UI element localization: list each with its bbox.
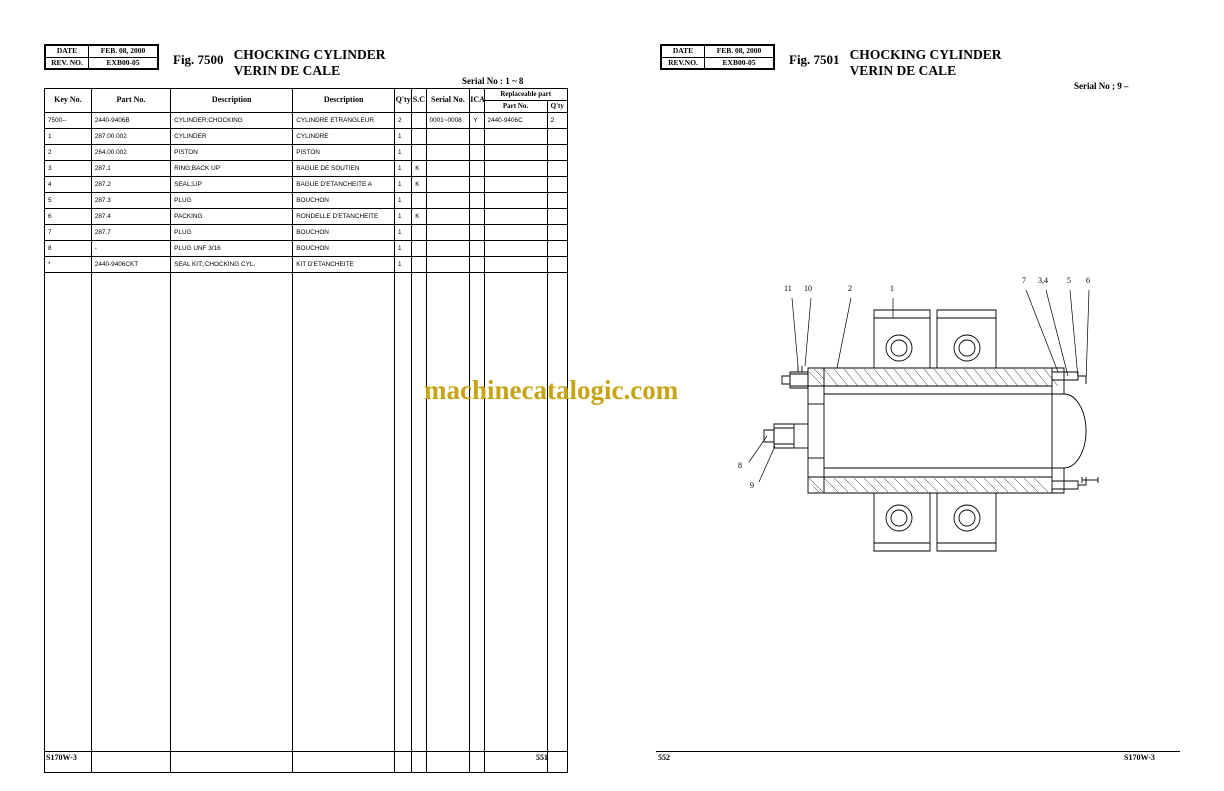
cell-key: 3	[45, 161, 92, 177]
cell-part: 287.4	[91, 209, 170, 225]
cell-qty: 1	[395, 225, 412, 241]
footer-rule	[656, 751, 1180, 752]
cell-desc-en	[171, 273, 293, 773]
cell-rqty	[547, 225, 567, 241]
cell-rqty	[547, 273, 567, 773]
cell-qty: 1	[395, 209, 412, 225]
cell-serial	[426, 257, 470, 273]
cell-part	[91, 273, 170, 773]
callout-2: 2	[848, 284, 852, 293]
parts-table	[44, 88, 568, 773]
cell-serial	[426, 193, 470, 209]
figure-title	[234, 44, 386, 78]
cell-part: 2440-9406B	[91, 113, 170, 129]
table-row[interactable]	[45, 145, 568, 161]
col-description-fr: Description	[293, 89, 395, 113]
cell-key: 7500--	[45, 113, 92, 129]
cell-key	[45, 273, 92, 773]
cell-sc	[412, 193, 426, 209]
cell-desc-en: PLUG	[171, 225, 293, 241]
cell-key: 4	[45, 177, 92, 193]
cell-qty: 1	[395, 241, 412, 257]
cell-ica	[470, 225, 484, 241]
cell-key: *	[45, 257, 92, 273]
chocking-cylinder-drawing	[612, 0, 1224, 791]
cell-ica	[470, 257, 484, 273]
col-replaceable-part-group: Replaceable part	[484, 89, 567, 101]
cell-rpart	[484, 225, 547, 241]
cell-desc-fr: KIT D'ETANCHEITE	[293, 257, 395, 273]
cell-desc-fr: BAGUE DE SOUTIEN	[293, 161, 395, 177]
cell-rqty	[547, 161, 567, 177]
date-label: DATE	[46, 46, 89, 58]
right-page-header	[660, 44, 1001, 78]
cell-key: 5	[45, 193, 92, 209]
table-row[interactable]	[45, 241, 568, 257]
cell-desc-en: PLUG	[171, 193, 293, 209]
cell-serial	[426, 129, 470, 145]
footer-page-number: 551	[536, 753, 548, 762]
table-row-filler	[45, 273, 568, 773]
date-rev-box	[660, 44, 775, 70]
cell-rqty	[547, 177, 567, 193]
rev-value: EXB00-05	[89, 57, 158, 69]
cell-serial	[426, 161, 470, 177]
cell-key: 8	[45, 241, 92, 257]
date-value: FEB. 08, 2000	[705, 46, 774, 58]
cell-rpart	[484, 273, 547, 773]
cell-key: 7	[45, 225, 92, 241]
figure-title	[850, 44, 1002, 78]
callout-10: 10	[804, 284, 812, 293]
col-description-en: Description	[171, 89, 293, 113]
cell-rpart	[484, 193, 547, 209]
cell-rqty	[547, 129, 567, 145]
serial-range: Serial No ; 9 –	[1074, 81, 1129, 91]
watermark: machinecatalogic.com	[424, 375, 679, 405]
cell-desc-en: CYLINDER;CHOCKING	[171, 113, 293, 129]
cell-desc-fr: BAGUE D'ETANCHEITE A	[293, 177, 395, 193]
cell-desc-en: PACKING	[171, 209, 293, 225]
cell-rpart	[484, 145, 547, 161]
rev-value: EXB00-05	[705, 57, 774, 69]
cell-sc	[412, 129, 426, 145]
callout-7: 7	[1022, 276, 1026, 285]
cell-part: 287.7	[91, 225, 170, 241]
cell-sc	[412, 241, 426, 257]
col-sc: S.C	[412, 89, 426, 113]
table-row[interactable]	[45, 113, 568, 129]
cell-ica	[470, 145, 484, 161]
cell-desc-fr: BOUCHON	[293, 193, 395, 209]
cell-ica	[470, 193, 484, 209]
cell-serial: 0001~0008	[426, 113, 470, 129]
cell-part: 264.00.002	[91, 145, 170, 161]
footer-model: S170W-3	[46, 753, 77, 762]
date-rev-box	[44, 44, 159, 70]
cell-rpart	[484, 257, 547, 273]
figure-number: Fig. 7501	[789, 52, 840, 67]
cell-desc-en: CYLINDER	[171, 129, 293, 145]
cell-serial	[426, 273, 470, 773]
cell-desc-fr: CYLINDRE ETRANGLEUR	[293, 113, 395, 129]
cell-sc: K	[412, 209, 426, 225]
callout-5: 5	[1067, 276, 1071, 285]
figure-number: Fig. 7500	[173, 52, 224, 67]
rev-label: REV. NO.	[46, 57, 89, 69]
table-row[interactable]	[45, 177, 568, 193]
table-row[interactable]	[45, 257, 568, 273]
cell-part: 287.3	[91, 193, 170, 209]
rev-label: REV.NO.	[662, 57, 705, 69]
cell-qty: 2	[395, 113, 412, 129]
cell-part: 2440-9406CKT	[91, 257, 170, 273]
cell-rpart	[484, 177, 547, 193]
date-label: DATE	[662, 46, 705, 58]
figure-title-fr: VERIN DE CALE	[849, 62, 957, 78]
cell-desc-en: PLUG UNF 3/16	[171, 241, 293, 257]
cell-desc-fr: CYLINDRE	[293, 129, 395, 145]
col-key-no: Key No.	[45, 89, 92, 113]
footer-page-number: 552	[658, 753, 670, 762]
cell-sc	[412, 257, 426, 273]
footer-model: S170W-3	[1124, 753, 1155, 762]
figure-title-en: CHOCKING CYLINDER	[849, 47, 1002, 62]
cell-rpart	[484, 129, 547, 145]
cell-desc-en: PISTON	[171, 145, 293, 161]
cell-desc-fr	[293, 273, 395, 773]
right-page	[612, 0, 1224, 791]
cell-qty: 1	[395, 177, 412, 193]
cell-ica	[470, 129, 484, 145]
cell-rqty	[547, 257, 567, 273]
date-value: FEB. 08, 2000	[89, 46, 158, 58]
cell-part: -	[91, 241, 170, 257]
callout-1: 1	[890, 284, 894, 293]
col-replaceable-part-no: Part No.	[484, 101, 547, 113]
parts-table-body	[45, 113, 568, 773]
cell-serial	[426, 177, 470, 193]
cell-serial	[426, 225, 470, 241]
cell-key: 1	[45, 129, 92, 145]
cell-rqty	[547, 209, 567, 225]
left-page-header	[44, 44, 385, 78]
cell-rpart	[484, 161, 547, 177]
callout-8: 8	[738, 461, 742, 470]
col-replaceable-qty: Q'ty	[547, 101, 567, 113]
cell-desc-en: SEAL KIT:;CHOCKING CYL.	[171, 257, 293, 273]
figure-title-en: CHOCKING CYLINDER	[233, 47, 386, 62]
serial-range: Serial No : 1 ~ 8	[462, 76, 524, 86]
col-qty: Q'ty	[395, 89, 412, 113]
cell-ica: Y	[470, 113, 484, 129]
table-row[interactable]	[45, 209, 568, 225]
cell-sc	[412, 273, 426, 773]
cell-rpart	[484, 241, 547, 257]
table-row[interactable]	[45, 225, 568, 241]
cell-rpart	[484, 209, 547, 225]
cell-ica	[470, 209, 484, 225]
cell-rpart: 2440-9406C	[484, 113, 547, 129]
cell-qty: 1	[395, 145, 412, 161]
col-part-no: Part No.	[91, 89, 170, 113]
cell-desc-fr: BOUCHON	[293, 241, 395, 257]
cell-sc	[412, 225, 426, 241]
callout-9: 9	[750, 481, 754, 490]
cell-rqty	[547, 145, 567, 161]
footer-rule	[44, 751, 568, 752]
callout-6: 6	[1086, 276, 1090, 285]
cell-ica	[470, 241, 484, 257]
cell-sc: K	[412, 161, 426, 177]
callout-3-4: 3,4	[1038, 276, 1048, 285]
cell-part: 287.2	[91, 177, 170, 193]
table-row[interactable]	[45, 193, 568, 209]
cell-rqty	[547, 193, 567, 209]
col-ica: ICA	[470, 89, 484, 113]
cell-sc: K	[412, 177, 426, 193]
cell-key: 6	[45, 209, 92, 225]
cell-serial	[426, 241, 470, 257]
cell-part: 287.1	[91, 161, 170, 177]
figure-title-fr: VERIN DE CALE	[233, 62, 341, 78]
cell-qty: 1	[395, 161, 412, 177]
cell-rqty	[547, 241, 567, 257]
cell-qty: 1	[395, 193, 412, 209]
cell-desc-fr: BOUCHON	[293, 225, 395, 241]
cell-serial	[426, 145, 470, 161]
cell-desc-en: SEAL;LIP	[171, 177, 293, 193]
cell-qty	[395, 273, 412, 773]
cell-key: 2	[45, 145, 92, 161]
cell-desc-fr: RONDELLE D'ETANCHEITE	[293, 209, 395, 225]
cell-ica	[470, 161, 484, 177]
cell-sc	[412, 113, 426, 129]
cell-qty: 1	[395, 257, 412, 273]
table-row[interactable]	[45, 129, 568, 145]
callout-11: 11	[784, 284, 792, 293]
cell-desc-en: RING;BACK UP	[171, 161, 293, 177]
cell-ica	[470, 177, 484, 193]
col-serial-no: Serial No.	[426, 89, 470, 113]
table-row[interactable]	[45, 161, 568, 177]
cell-qty: 1	[395, 129, 412, 145]
cell-ica	[470, 273, 484, 773]
cell-rqty: 2	[547, 113, 567, 129]
cell-desc-fr: PISTON	[293, 145, 395, 161]
cell-part: 287.00.002	[91, 129, 170, 145]
cell-serial	[426, 209, 470, 225]
cell-sc	[412, 145, 426, 161]
